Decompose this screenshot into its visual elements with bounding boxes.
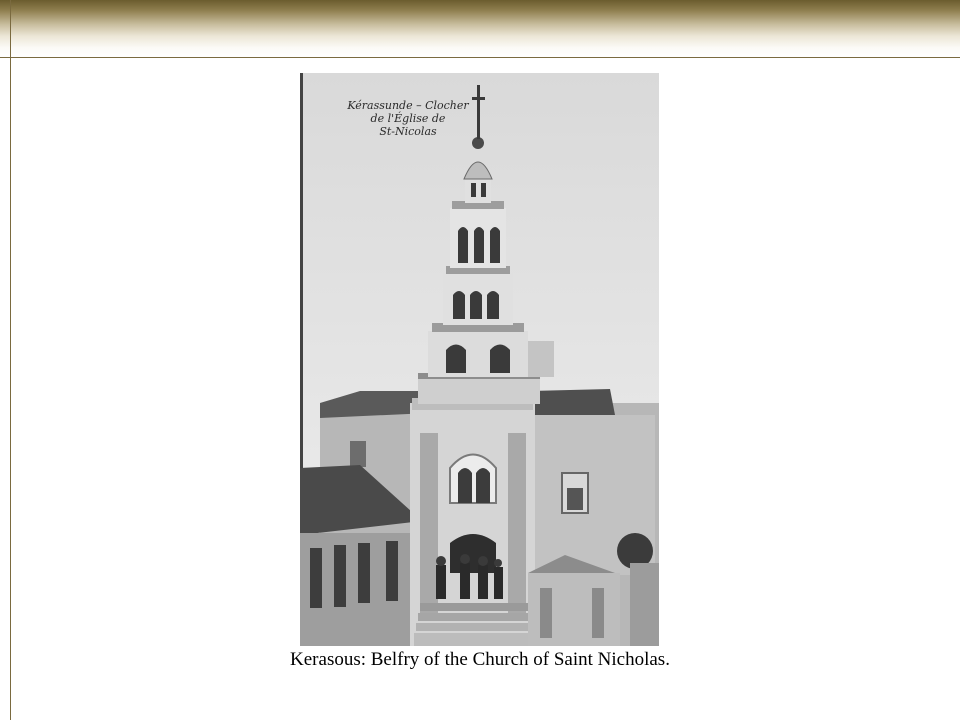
inscription-line-3: St-Nicolas [379, 125, 437, 138]
slide-header-band [0, 0, 960, 58]
inscription-line-1: Kérassunde – Clocher [347, 99, 469, 112]
church-belfry-illustration [300, 73, 659, 646]
header-divider [0, 57, 960, 58]
church-belfry-photo [300, 73, 659, 646]
inscription-line-2: de l'Église de [370, 112, 446, 125]
left-margin-divider [10, 0, 11, 720]
photo-inscription [338, 99, 478, 138]
slide-caption: Kerasous: Belfry of the Church of Saint Nicholas. [290, 649, 670, 670]
